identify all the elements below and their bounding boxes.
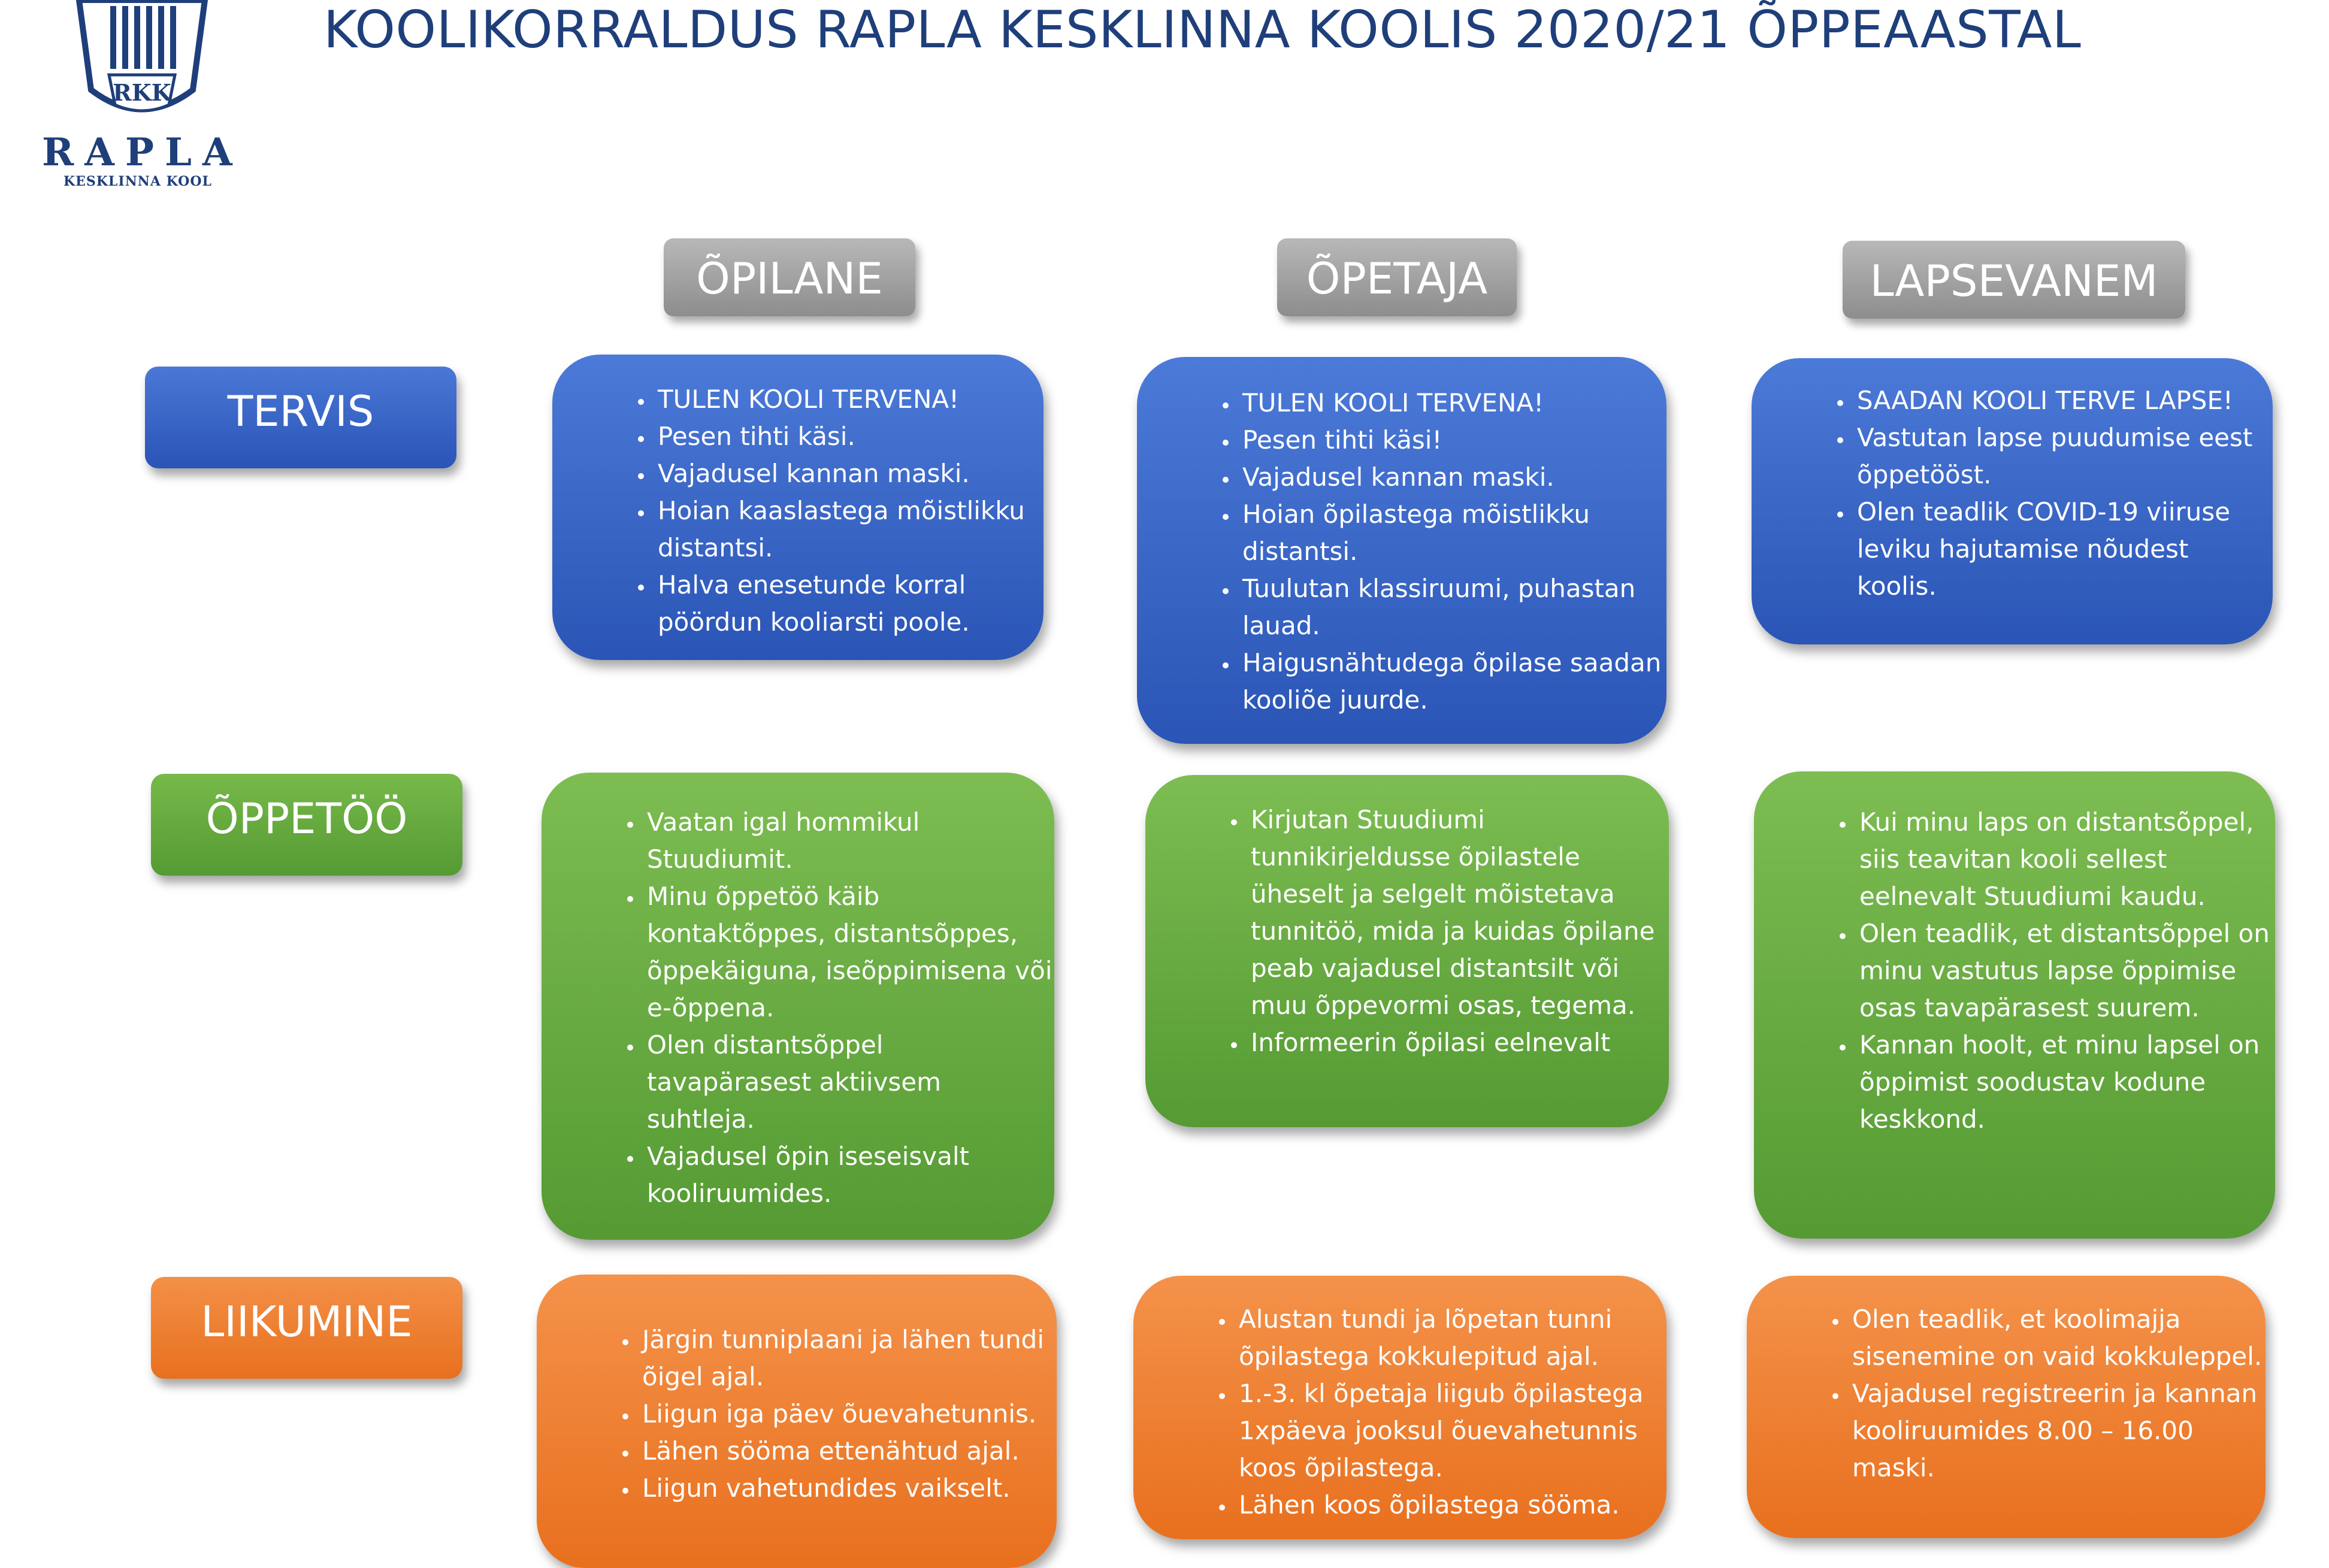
bullet-list bbox=[1137, 385, 1666, 719]
bullet-list bbox=[1754, 804, 2275, 1138]
list-item: • TULEN KOOLI TERVENA! bbox=[1239, 385, 1666, 422]
list-item: • Vajadusel õpin iseseisvalt kooliruumides. bbox=[643, 1138, 1054, 1212]
list-item: • Olen teadlik, et koolimajja sisenemine on vaid kokkuleppel. bbox=[1849, 1301, 2266, 1375]
bullet-list bbox=[1145, 801, 1669, 1061]
list-item: • Kannan hoolt, et minu lapsel on õppimist soodustav kodune keskkond. bbox=[1856, 1027, 2275, 1138]
list-item: • Lähen koos õpilastega sööma. bbox=[1235, 1487, 1666, 1524]
page-title: KOOLIKORRALDUS RAPLA KESKLINNA KOOLIS 2020/21 ÕPPEAASTAL bbox=[323, 0, 2082, 60]
list-item: • TULEN KOOLI TERVENA! bbox=[654, 381, 1043, 418]
list-item: • Vajadusel kannan maski. bbox=[654, 455, 1043, 492]
list-item: • Olen distantsõppel tavapärasest aktiivsem suhtleja. bbox=[643, 1027, 1054, 1138]
list-item: • Halva enesetunde korral pöördun kooliarsti poole. bbox=[654, 567, 1043, 641]
card-oppetoo-lapsevanem bbox=[1754, 771, 2275, 1239]
card-oppetoo-opilane bbox=[542, 773, 1054, 1240]
list-item: • Tuulutan klassiruumi, puhastan lauad. bbox=[1239, 570, 1666, 644]
bullet-list bbox=[552, 381, 1043, 641]
list-item: • Alustan tundi ja lõpetan tunni õpilastega kokkulepitud ajal. bbox=[1235, 1301, 1666, 1375]
card-tervis-opetaja bbox=[1137, 357, 1666, 744]
card-liikumine-opetaja bbox=[1133, 1276, 1666, 1539]
list-item: • Vajadusel kannan maski. bbox=[1239, 459, 1666, 496]
crest-icon bbox=[73, 0, 211, 126]
list-item: • Vaatan igal hommikul Stuudiumit. bbox=[643, 804, 1054, 878]
list-item: • Kirjutan Stuudiumi tunnikirjeldusse õpilastele üheselt ja selgelt mõistetava tunnitöö, mida ja kuidas õpilane peab vajadusel distantsilt või muu õppevormi osas, tegema. bbox=[1247, 801, 1669, 1024]
row-label-oppetoo: ÕPPETÖÖ bbox=[151, 774, 462, 876]
list-item: • 1.-3. kl õpetaja liigub õpilastega 1xpäeva jooksul õuevahetunnis koos õpilastega. bbox=[1235, 1375, 1666, 1487]
list-item: • SAADAN KOOLI TERVE LAPSE! bbox=[1853, 382, 2273, 419]
bullet-list bbox=[1747, 1301, 2266, 1487]
card-liikumine-opilane bbox=[537, 1275, 1057, 1568]
list-item: • Minu õppetöö käib kontaktõppes, distantsõppes, õppekäiguna, iseõppimisena või e-õppena. bbox=[643, 878, 1054, 1027]
list-item: • Hoian õpilastega mõistlikku distantsi. bbox=[1239, 496, 1666, 570]
list-item: • Olen teadlik, et distantsõppel on minu vastutus lapse õppimise osas tavapärasest suurem. bbox=[1856, 915, 2275, 1027]
bullet-list bbox=[1133, 1301, 1666, 1524]
list-item: • Lähen sööma ettenähtud ajal. bbox=[639, 1433, 1057, 1470]
card-tervis-opilane bbox=[552, 355, 1043, 660]
list-item: • Hoian kaaslastega mõistlikku distantsi. bbox=[654, 492, 1043, 567]
list-item: • Informeerin õpilasi eelnevalt bbox=[1247, 1024, 1669, 1061]
row-label-liikumine: LIIKUMINE bbox=[151, 1277, 462, 1379]
list-item: • Pesen tihti käsi. bbox=[654, 418, 1043, 455]
logo-monogram: RKK bbox=[113, 79, 171, 106]
school-logo bbox=[42, 0, 246, 198]
card-tervis-lapsevanem bbox=[1752, 358, 2273, 644]
list-item: • Vajadusel registreerin ja kannan kooliruumides 8.00 – 16.00 maski. bbox=[1849, 1375, 2266, 1487]
card-liikumine-lapsevanem bbox=[1747, 1276, 2266, 1538]
bullet-list bbox=[537, 1321, 1057, 1507]
list-item: • Liigun iga päev õuevahetunnis. bbox=[639, 1396, 1057, 1433]
list-item: • Järgin tunniplaani ja lähen tundi õigel ajal. bbox=[639, 1321, 1057, 1396]
bullet-list bbox=[542, 804, 1054, 1212]
list-item: • Pesen tihti käsi! bbox=[1239, 422, 1666, 459]
column-header-lapsevanem: LAPSEVANEM bbox=[1843, 241, 2185, 319]
list-item: • Kui minu laps on distantsõppel, siis teavitan kooli sellest eelnevalt Stuudiumi kaudu. bbox=[1856, 804, 2275, 915]
list-item: • Vastutan lapse puudumise eest õppetööst. bbox=[1853, 419, 2273, 494]
logo-name: RAPLA bbox=[42, 130, 243, 175]
column-header-opilane: ÕPILANE bbox=[664, 238, 915, 316]
card-oppetoo-opetaja bbox=[1145, 775, 1669, 1127]
list-item: • Haigusnähtudega õpilase saadan kooliõe juurde. bbox=[1239, 644, 1666, 719]
row-label-tervis: TERVIS bbox=[145, 367, 456, 468]
bullet-list bbox=[1752, 382, 2273, 605]
list-item: • Liigun vahetundides vaikselt. bbox=[639, 1470, 1057, 1507]
list-item: • Olen teadlik COVID-19 viiruse leviku hajutamise nõudest koolis. bbox=[1853, 494, 2273, 605]
column-header-opetaja: ÕPETAJA bbox=[1277, 238, 1517, 316]
logo-subtitle: KESKLINNA KOOL bbox=[63, 174, 212, 189]
